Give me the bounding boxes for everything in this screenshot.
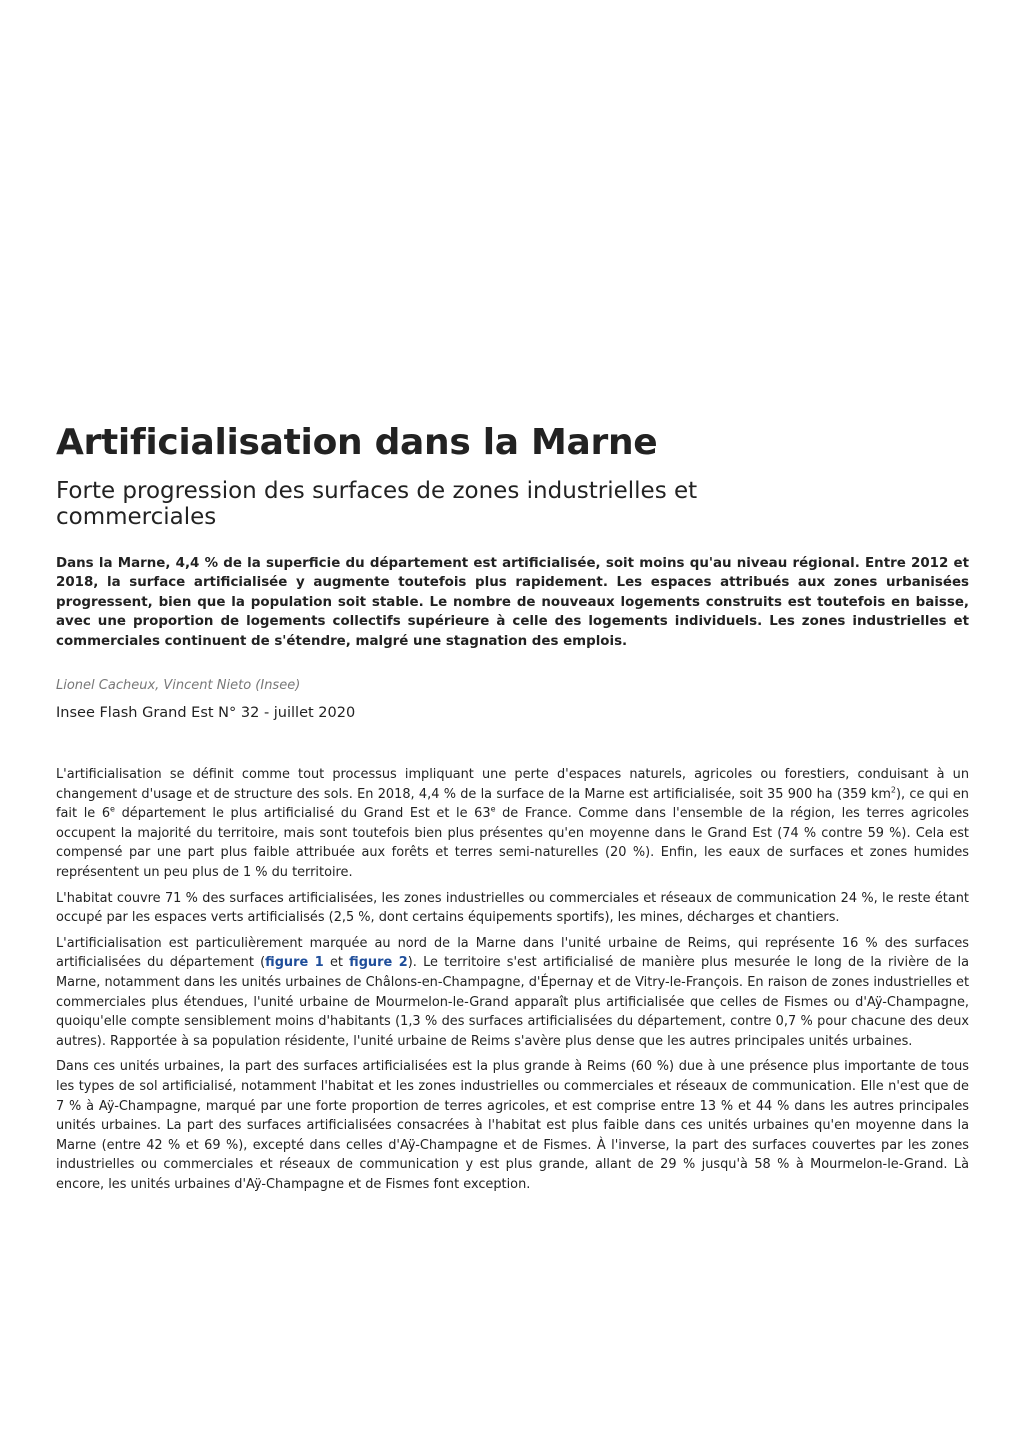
text-run: département le plus artificialisé du Grand Est et le 63 [114, 806, 491, 822]
authors: Lionel Cacheux, Vincent Nieto (Insee) [56, 678, 301, 694]
text-run: de France. Comme dans l'ensemble de la région, les terres agricoles occupent la majorité du territoire, mais sont toutefois bien plus présentes qu'en moyenne dans le Grand Est (74 % contre 59 %). Cela est compensé par une part plus faible attribuée aux forêts et terres semi-naturelles (20 %). Enfin, les eaux de surfaces et zones humides représentent un peu plus de 1 % du territoire. [56, 806, 969, 880]
text-run: L'artificialisation se définit comme tout processus impliquant une perte d'espaces naturels, agricoles ou forestiers, conduisant à un changement d'usage et de structure des sols. En 2018, 4,4 % de la surface de la Marne est artificialisée, soit 35 900 ha (359 km [56, 767, 969, 802]
body-paragraph-1 [56, 765, 969, 883]
article-body [56, 765, 969, 1194]
page-title: Artificialisation dans la Marne [56, 422, 658, 463]
superscript: e [490, 804, 496, 814]
body-paragraph-2: L'habitat couvre 71 % des surfaces artificialisées, les zones industrielles ou commerciales et réseaux de communication 24 %, le reste étant occupé par les espaces verts artificialisés (2,5 %, dont certains équipements sportifs), les mines, décharges et chantiers. [56, 890, 969, 926]
figure-1-link[interactable]: figure 1 [265, 955, 324, 971]
body-paragraph-4: Dans ces unités urbaines, la part des surfaces artificialisées est la plus grande à Reims (60 %) due à une présence plus importante de tous les types de sol artificialisé, notamment l'habitat et les zones industrielles ou commerciales et réseaux de communication. Elle n'est que de 7 % à Aÿ-Champagne, marqué par une forte proportion de terres agricoles, et est comprise entre 13 % et 44 % dans les autres principales unités urbaines. La part des surfaces artificialisées consacrées à l'habitat est plus faible dans ces unités urbaines qu'en moyenne dans la Marne (entre 42 % et 69 %), excepté dans celles d'Aÿ-Champagne et de Fismes. À l'inverse, la part des surfaces couvertes par les zones industrielles ou commerciales et réseaux de communication y est plus grande, allant de 29 % jusqu'à 58 % à Mourmelon-le-Grand. Là encore, les unités urbaines d'Aÿ-Champagne et de Fismes font exception. [56, 1059, 969, 1192]
lead-paragraph: Dans la Marne, 4,4 % de la superficie du département est artificialisée, soit moins qu'au niveau régional. Entre 2012 et 2018, la surface artificialisée y augmente toutefois plus rapidement. Les espaces attribués aux zones urbanisées progressent, bien que la population soit stable. Le nombre de nouveaux logements construits est toutefois en baisse, avec une proportion de logements collectifs supérieure à celle des logements individuels. Les zones industrielles et commerciales continuent de s'étendre, malgré une stagnation des emplois. [56, 556, 969, 649]
publication-reference: Insee Flash Grand Est N° 32 - juillet 2020 [56, 705, 356, 722]
text-run: ), ce qui en fait le 6 [56, 786, 969, 822]
text-run: ). Le territoire s'est artificialisé de manière plus mesurée le long de la rivière de la Marne, notamment dans les unités urbaines de Châlons-en-Champagne, d'Épernay et de Vitry-le-François. En raison de zones industrielles et commerciales plus étendues, l'unité urbaine de Mourmelon-le-Grand apparaît plus artificialisée que celles de Fismes ou d'Aÿ-Champagne, quoiqu'elle compte sensiblement moins d'habitants (1,3 % des surfaces artificialisées du département, contre 0,7 % pour chacune des deux autres). Rapportée à sa population résidente, l'unité urbaine de Reims s'avère plus dense que les autres principales unités urbaines. [56, 955, 969, 1049]
page-subtitle: Forte progression des surfaces de zones industrielles et commerciales [56, 478, 698, 530]
text-run: et [323, 955, 350, 971]
figure-2-link[interactable]: figure 2 [349, 955, 408, 971]
article [56, 420, 969, 1201]
superscript: 2 [890, 785, 896, 795]
superscript: e [110, 804, 115, 814]
body-paragraph-3 [56, 934, 969, 1052]
text-run: L'artificialisation est particulièrement marquée au nord de la Marne dans l'unité urbaine de Reims, qui représente 16 % des surfaces artificialisées du département ( [56, 935, 969, 971]
